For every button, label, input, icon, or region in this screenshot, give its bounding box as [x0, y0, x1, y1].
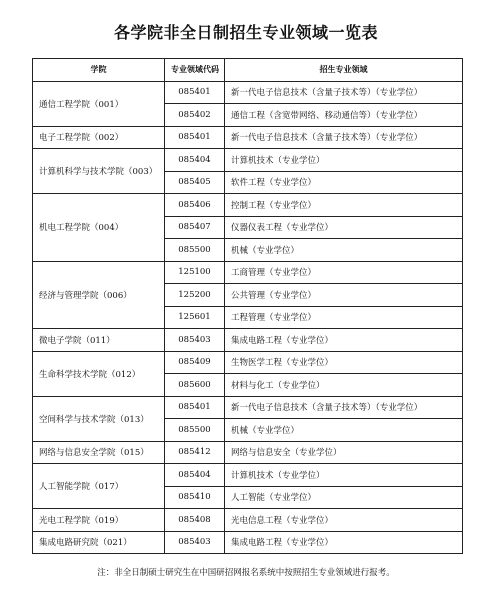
college-cell: 光电工程学院（019） — [33, 509, 165, 532]
code-cell: 125200 — [165, 284, 225, 307]
field-cell: 机械（专业学位） — [225, 239, 463, 262]
code-cell: 085500 — [165, 419, 225, 442]
field-cell: 网络与信息安全（专业学位） — [225, 441, 463, 464]
code-cell: 085403 — [165, 329, 225, 352]
header-code: 专业领域代码 — [165, 59, 225, 82]
field-cell: 集成电路工程（专业学位） — [225, 329, 463, 352]
code-cell: 085407 — [165, 216, 225, 239]
code-cell: 085412 — [165, 441, 225, 464]
code-cell: 085401 — [165, 126, 225, 149]
code-cell: 085405 — [165, 171, 225, 194]
field-cell: 生物医学工程（专业学位） — [225, 351, 463, 374]
college-cell: 经济与管理学院（006） — [33, 261, 165, 329]
field-cell: 工商管理（专业学位） — [225, 261, 463, 284]
page-title: 各学院非全日制招生专业领域一览表 — [113, 23, 378, 42]
college-cell: 机电工程学院（004） — [33, 194, 165, 262]
table-row — [33, 194, 463, 217]
college-cell: 微电子学院（011） — [33, 329, 165, 352]
table-body — [33, 81, 463, 554]
table-row — [33, 329, 463, 352]
code-cell: 085401 — [165, 396, 225, 419]
field-cell: 计算机技术（专业学位） — [225, 149, 463, 172]
code-cell: 085404 — [165, 464, 225, 487]
code-cell: 085401 — [165, 81, 225, 104]
field-cell: 通信工程（含宽带网络、移动通信等）（专业学位） — [225, 104, 463, 127]
field-cell: 新一代电子信息技术（含量子技术等）（专业学位） — [225, 126, 463, 149]
field-cell: 新一代电子信息技术（含量子技术等）（专业学位） — [225, 81, 463, 104]
table-row — [33, 396, 463, 419]
field-cell: 人工智能（专业学位） — [225, 486, 463, 509]
header-field: 招生专业领域 — [225, 59, 463, 82]
code-cell: 125100 — [165, 261, 225, 284]
field-cell: 集成电路工程（专业学位） — [225, 531, 463, 554]
field-cell: 公共管理（专业学位） — [225, 284, 463, 307]
college-cell: 生命科学技术学院（012） — [33, 351, 165, 396]
field-cell: 控制工程（专业学位） — [225, 194, 463, 217]
college-cell: 人工智能学院（017） — [33, 464, 165, 509]
code-cell: 085403 — [165, 531, 225, 554]
code-cell: 125601 — [165, 306, 225, 329]
table-header-row — [33, 59, 463, 82]
table-row — [33, 441, 463, 464]
code-cell: 085410 — [165, 486, 225, 509]
code-cell: 085404 — [165, 149, 225, 172]
field-cell: 机械（专业学位） — [225, 419, 463, 442]
footnote: 注：非全日制硕士研究生在中国研招网报名系统中按照招生专业领域进行报考。 — [97, 568, 395, 578]
field-cell: 新一代电子信息技术（含量子技术等）（专业学位） — [225, 396, 463, 419]
table-row — [33, 531, 463, 554]
field-cell: 软件工程（专业学位） — [225, 171, 463, 194]
code-cell: 085402 — [165, 104, 225, 127]
college-cell: 电子工程学院（002） — [33, 126, 165, 149]
table-row — [33, 81, 463, 104]
field-cell: 工程管理（专业学位） — [225, 306, 463, 329]
table-row — [33, 464, 463, 487]
college-cell: 集成电路研究院（021） — [33, 531, 165, 554]
table-row — [33, 149, 463, 172]
header-college: 学院 — [33, 59, 165, 82]
college-cell: 通信工程学院（001） — [33, 81, 165, 126]
table-row — [33, 351, 463, 374]
code-cell: 085408 — [165, 509, 225, 532]
table-row — [33, 509, 463, 532]
program-table — [32, 58, 463, 554]
college-cell: 网络与信息安全学院（015） — [33, 441, 165, 464]
field-cell: 仪器仪表工程（专业学位） — [225, 216, 463, 239]
code-cell: 085409 — [165, 351, 225, 374]
table-row — [33, 126, 463, 149]
field-cell: 计算机技术（专业学位） — [225, 464, 463, 487]
table-row — [33, 261, 463, 284]
code-cell: 085600 — [165, 374, 225, 397]
field-cell: 光电信息工程（专业学位） — [225, 509, 463, 532]
code-cell: 085406 — [165, 194, 225, 217]
field-cell: 材料与化工（专业学位） — [225, 374, 463, 397]
code-cell: 085500 — [165, 239, 225, 262]
college-cell: 计算机科学与技术学院（003） — [33, 149, 165, 194]
college-cell: 空间科学与技术学院（013） — [33, 396, 165, 441]
